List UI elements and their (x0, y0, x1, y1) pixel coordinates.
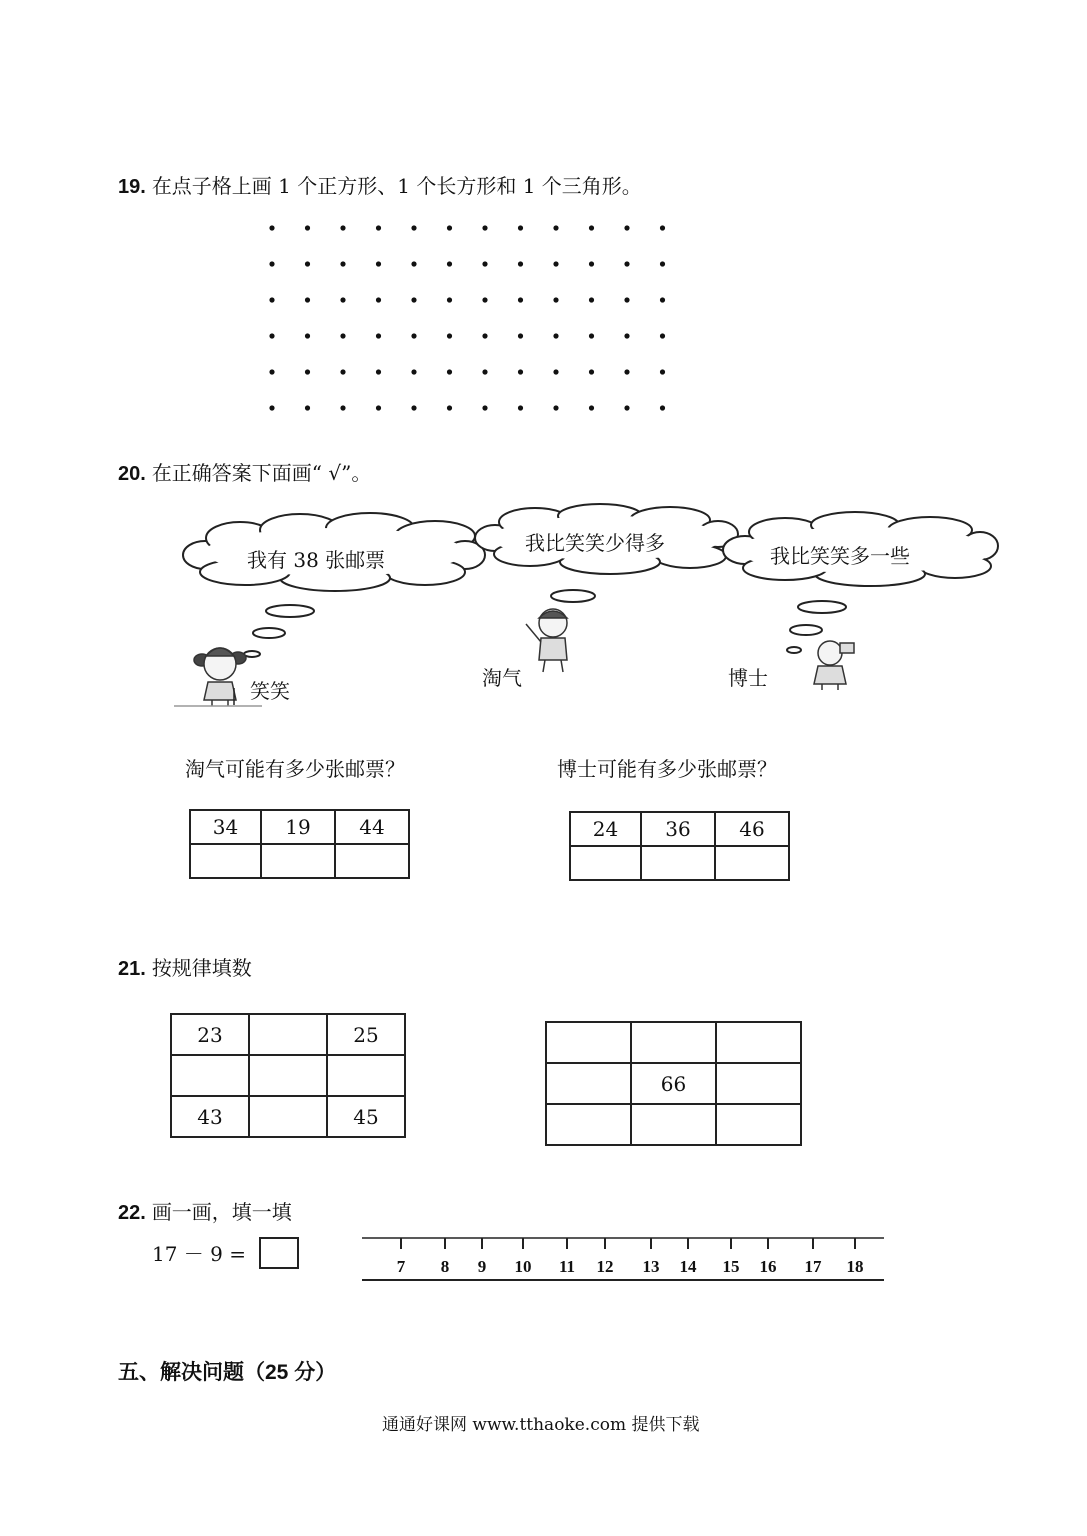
grid-dot[interactable] (518, 261, 523, 266)
grid-dot[interactable] (411, 297, 416, 302)
grid-dot[interactable] (589, 297, 594, 302)
option-cell: 44 (335, 810, 409, 844)
number-line-label: 13 (642, 1257, 660, 1276)
q21-number: 21. (118, 958, 146, 980)
grid-dot[interactable] (624, 225, 629, 230)
grid-dot[interactable] (447, 369, 452, 374)
number-line-label: 15 (722, 1257, 740, 1276)
grid-dot[interactable] (376, 225, 381, 230)
q19-number: 19. (118, 176, 146, 198)
boy-figure (526, 609, 567, 672)
grid-dot[interactable] (411, 369, 416, 374)
grid-dot[interactable] (589, 369, 594, 374)
grid-dot[interactable] (518, 297, 523, 302)
number-line-label: 17 (804, 1257, 822, 1276)
pattern-table-1 (170, 1013, 406, 1138)
q20-text: 在正确答案下面画“ √”。 (151, 461, 372, 485)
section-title: 五、解决问题（25 分） (118, 1361, 337, 1384)
grid-dot[interactable] (589, 405, 594, 410)
option-cell: 19 (261, 810, 335, 844)
q22-heading (118, 1196, 292, 1225)
grid-dot[interactable] (624, 297, 629, 302)
grid-dot[interactable] (305, 225, 310, 230)
number-line-label: 8 (440, 1257, 450, 1276)
grid-dot[interactable] (482, 297, 487, 302)
pattern-cell[interactable] (249, 1014, 327, 1055)
grid-dot[interactable] (624, 333, 629, 338)
q20-heading (118, 457, 371, 486)
grid-dot[interactable] (624, 261, 629, 266)
grid-dot[interactable] (269, 225, 274, 230)
grid-dot[interactable] (340, 405, 345, 410)
grid-dot[interactable] (518, 225, 523, 230)
grid-dot[interactable] (482, 333, 487, 338)
q21-heading (118, 952, 252, 981)
equation: 17 － 9 = (152, 1242, 247, 1266)
footer-text: 通通好课网 www.tthaoke.com 提供下载 (382, 1415, 700, 1435)
grid-dot[interactable] (340, 225, 345, 230)
answer-cell[interactable] (335, 844, 409, 878)
number-line-label: 11 (558, 1257, 576, 1276)
grid-dot[interactable] (305, 333, 310, 338)
grid-dot[interactable] (553, 225, 558, 230)
grid-dot[interactable] (376, 333, 381, 338)
q19-heading (118, 170, 642, 199)
option-cell: 34 (190, 810, 261, 844)
grid-dot[interactable] (482, 261, 487, 266)
option-cell: 46 (715, 812, 789, 846)
grid-dot[interactable] (376, 405, 381, 410)
number-line-label: 16 (759, 1257, 777, 1276)
grid-dot[interactable] (553, 333, 558, 338)
grid-dot[interactable] (340, 333, 345, 338)
number-line-label: 18 (846, 1257, 864, 1276)
grid-dot[interactable] (305, 297, 310, 302)
number-line-label: 9 (477, 1257, 487, 1276)
dot-grid[interactable] (262, 218, 682, 418)
answer-cell[interactable] (641, 846, 715, 880)
number-line-label: 7 (396, 1257, 406, 1276)
answer-cell[interactable] (570, 846, 641, 880)
options-table-boshi (569, 811, 790, 881)
grid-dot[interactable] (305, 405, 310, 410)
doctor-figure (814, 641, 854, 690)
grid-dot[interactable] (305, 261, 310, 266)
answer-cell[interactable] (715, 846, 789, 880)
grid-dot[interactable] (269, 333, 274, 338)
option-cell: 24 (570, 812, 641, 846)
grid-dot[interactable] (518, 333, 523, 338)
grid-dot[interactable] (411, 225, 416, 230)
grid-dot[interactable] (589, 261, 594, 266)
grid-dot[interactable] (269, 405, 274, 410)
pattern-cell[interactable] (716, 1104, 801, 1145)
grid-dot[interactable] (589, 225, 594, 230)
grid-dot[interactable] (660, 405, 665, 410)
options-table-taoqi (189, 809, 410, 879)
grid-dot[interactable] (518, 369, 523, 374)
pattern-cell: 45 (327, 1096, 405, 1137)
grid-dot[interactable] (447, 225, 452, 230)
number-line (360, 1232, 890, 1286)
grid-dot[interactable] (269, 261, 274, 266)
grid-dot[interactable] (624, 405, 629, 410)
grid-dot[interactable] (660, 225, 665, 230)
question-taoqi: 淘气可能有多少张邮票？ (185, 757, 405, 781)
bubble-text-xiaoxiao: 我有 38 张邮票 (247, 548, 386, 572)
grid-dot[interactable] (340, 261, 345, 266)
grid-dot[interactable] (660, 333, 665, 338)
pattern-cell: 25 (327, 1014, 405, 1055)
answer-cell[interactable] (261, 844, 335, 878)
grid-dot[interactable] (447, 297, 452, 302)
grid-dot[interactable] (553, 261, 558, 266)
q21-text: 按规律填数 (151, 956, 252, 980)
grid-dot[interactable] (376, 297, 381, 302)
number-line-label: 12 (596, 1257, 614, 1276)
q19-text: 在点子格上画 1 个正方形、1 个长方形和 1 个三角形。 (151, 174, 642, 198)
grid-dot[interactable] (269, 297, 274, 302)
q20-number: 20. (118, 463, 146, 485)
pattern-cell[interactable] (546, 1022, 631, 1063)
pattern-cell[interactable] (631, 1022, 716, 1063)
question-boshi: 博士可能有多少张邮票？ (557, 757, 777, 781)
grid-dot[interactable] (553, 369, 558, 374)
grid-dot[interactable] (269, 369, 274, 374)
answer-cell[interactable] (190, 844, 261, 878)
number-line-label: 10 (514, 1257, 532, 1276)
grid-dot[interactable] (340, 297, 345, 302)
option-cell: 36 (641, 812, 715, 846)
answer-box[interactable] (259, 1237, 299, 1269)
pattern-cell[interactable] (716, 1022, 801, 1063)
pattern-cell[interactable] (716, 1063, 801, 1104)
pattern-table-2 (545, 1021, 802, 1146)
grid-dot[interactable] (376, 369, 381, 374)
grid-dot[interactable] (340, 369, 345, 374)
number-line-label: 14 (679, 1257, 697, 1276)
grid-dot[interactable] (411, 261, 416, 266)
grid-dot[interactable] (660, 297, 665, 302)
number-line-ticks (397, 1238, 864, 1276)
pattern-cell: 43 (171, 1096, 249, 1137)
grid-dot[interactable] (482, 225, 487, 230)
q22-number: 22. (118, 1202, 146, 1224)
grid-dot[interactable] (411, 333, 416, 338)
q22-text: 画一画，填一填 (151, 1200, 292, 1224)
pattern-cell[interactable] (249, 1055, 327, 1096)
pattern-cell[interactable] (546, 1104, 631, 1145)
grid-dot[interactable] (376, 261, 381, 266)
grid-dot[interactable] (447, 405, 452, 410)
grid-dot[interactable] (660, 261, 665, 266)
pattern-cell[interactable] (631, 1104, 716, 1145)
grid-dot[interactable] (624, 369, 629, 374)
grid-dot[interactable] (305, 369, 310, 374)
pattern-cell[interactable] (171, 1055, 249, 1096)
grid-dot[interactable] (447, 261, 452, 266)
grid-dot[interactable] (447, 333, 452, 338)
grid-dot[interactable] (482, 405, 487, 410)
grid-dot[interactable] (553, 405, 558, 410)
bubble-text-boshi: 我比笑笑多一些 (770, 544, 910, 568)
grid-dot[interactable] (589, 333, 594, 338)
grid-dot[interactable] (553, 297, 558, 302)
label-taoqi: 淘气 (482, 666, 522, 690)
pattern-cell: 66 (631, 1063, 716, 1104)
bubble-text-taoqi: 我比笑笑少得多 (525, 531, 665, 555)
grid-dot[interactable] (411, 405, 416, 410)
pattern-cell[interactable] (546, 1063, 631, 1104)
pattern-cell[interactable] (249, 1096, 327, 1137)
label-boshi: 博士 (728, 666, 768, 690)
label-xiaoxiao: 笑笑 (250, 679, 290, 703)
pattern-cell[interactable] (327, 1055, 405, 1096)
pattern-cell: 23 (171, 1014, 249, 1055)
grid-dot[interactable] (482, 369, 487, 374)
grid-dot[interactable] (660, 369, 665, 374)
grid-dot[interactable] (518, 405, 523, 410)
